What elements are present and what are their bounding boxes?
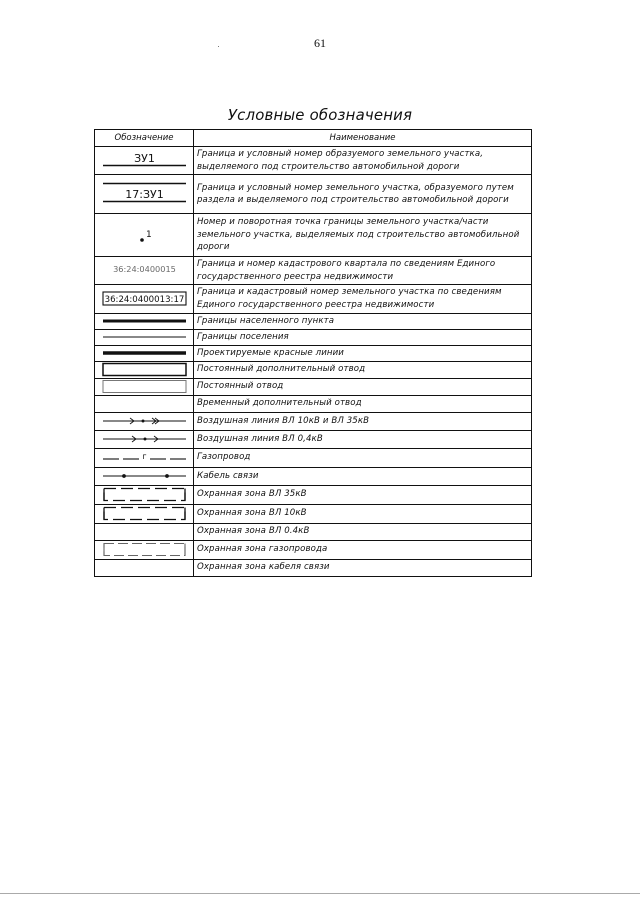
legend-header-row	[95, 130, 532, 147]
legend-title: Условные обозначения	[227, 106, 413, 124]
symbol-permanent-allotment	[95, 378, 194, 395]
symbol-new-plot-boundary	[95, 147, 194, 175]
symbol-settlement-boundary	[95, 313, 194, 329]
symbol-municipality-boundary	[95, 329, 194, 345]
legend-name: Граница и условный номер образуемого земельного участка, выделяемого под строительство автомобильной дороги	[194, 147, 532, 175]
legend-row	[95, 257, 532, 285]
legend-name: Граница и номер кадастрового квартала по сведениям Единого государственного реестра недвижимости	[194, 257, 532, 285]
legend-name: Кабель связи	[194, 467, 532, 485]
legend-row	[95, 345, 532, 361]
symbol-label: 17:ЗУ1	[124, 187, 164, 201]
legend-row	[95, 467, 532, 485]
legend-name: Воздушная линия ВЛ 0,4кВ	[194, 430, 532, 448]
legend-row	[95, 214, 532, 257]
symbol-label: 1	[145, 229, 152, 240]
legend-row	[95, 285, 532, 313]
legend-name: Границы поселения	[194, 329, 532, 345]
legend-row	[95, 485, 532, 504]
page-number: 61	[314, 36, 326, 50]
legend-row	[95, 147, 532, 175]
symbol-permanent-additional-allotment	[95, 361, 194, 378]
scan-speck	[218, 46, 219, 47]
symbol-protection-zone-10kv	[95, 504, 194, 523]
legend-row	[95, 361, 532, 378]
legend-table	[94, 129, 532, 577]
legend-row	[95, 504, 532, 523]
page-bottom-edge	[0, 893, 640, 894]
legend-name: Постоянный отвод	[194, 378, 532, 395]
legend-row	[95, 313, 532, 329]
legend-row	[95, 559, 532, 576]
symbol-communication-cable	[95, 467, 194, 485]
symbol-split-plot-boundary	[95, 175, 194, 214]
legend-row	[95, 329, 532, 345]
legend-row	[95, 378, 532, 395]
legend-name: Воздушная линия ВЛ 10кВ и ВЛ 35кВ	[194, 412, 532, 430]
legend-name: Границы населенного пункта	[194, 313, 532, 329]
legend-row	[95, 523, 532, 540]
legend-name: Охранная зона кабеля связи	[194, 559, 532, 576]
symbol-turning-point	[95, 214, 194, 257]
legend-name: Граница и условный номер земельного участка, образуемого путем раздела и выделяемого под строительство автомобильной дороги	[194, 175, 532, 214]
legend-name: Охранная зона газопровода	[194, 540, 532, 559]
symbol-gas-pipeline	[95, 448, 194, 467]
legend-row	[95, 395, 532, 412]
symbol-temporary-additional-allotment	[95, 395, 194, 412]
legend-row	[95, 175, 532, 214]
symbol-label: 36:24:0400013:17	[104, 295, 184, 306]
legend-name: Постоянный дополнительный отвод	[194, 361, 532, 378]
symbol-power-line-10-35kv	[95, 412, 194, 430]
legend-row	[95, 430, 532, 448]
symbol-cadastral-quarter	[95, 257, 194, 285]
symbol-protection-zone-gas	[95, 540, 194, 559]
legend-name: Номер и поворотная точка границы земельного участка/части земельного участка, выделяемых под строительство автомобильной дороги	[194, 214, 532, 257]
legend-row	[95, 448, 532, 467]
legend-name: Проектируемые красные линии	[194, 345, 532, 361]
legend-name: Охранная зона ВЛ 0.4кВ	[194, 523, 532, 540]
symbol-label: ЗУ1	[133, 152, 155, 166]
symbol-red-lines	[95, 345, 194, 361]
symbol-protection-zone-cable	[95, 559, 194, 576]
symbol-protection-zone-0-4kv	[95, 523, 194, 540]
legend-name: Временный дополнительный отвод	[194, 395, 532, 412]
symbol-power-line-0-4kv	[95, 430, 194, 448]
header-symbol: Обозначение	[95, 130, 194, 147]
legend-row	[95, 540, 532, 559]
legend-name: Охранная зона ВЛ 35кВ	[194, 485, 532, 504]
symbol-label: г	[141, 452, 147, 462]
legend-name: Охранная зона ВЛ 10кВ	[194, 504, 532, 523]
legend-row	[95, 412, 532, 430]
symbol-protection-zone-35kv	[95, 485, 194, 504]
header-name: Наименование	[194, 130, 532, 147]
legend-name: Газопровод	[194, 448, 532, 467]
symbol-cadastral-plot	[95, 285, 194, 313]
legend-name: Граница и кадастровый номер земельного участка по сведениям Единого государственного реестра недвижимости	[194, 285, 532, 313]
symbol-label: 36:24:0400015	[112, 263, 176, 274]
